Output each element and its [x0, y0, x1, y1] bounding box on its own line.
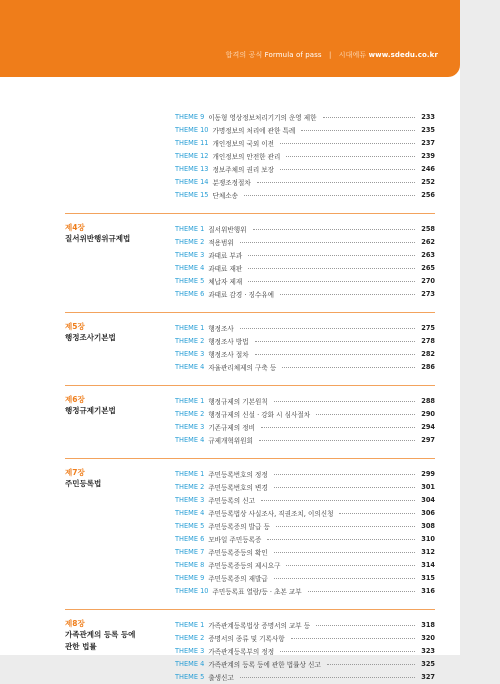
tagline-separator: |	[329, 51, 332, 59]
page-number: 265	[421, 263, 435, 272]
theme-number: THEME 4	[175, 435, 205, 444]
toc-entry[interactable]	[175, 261, 435, 274]
toc-entry[interactable]	[175, 248, 435, 261]
page-number: 262	[421, 237, 435, 246]
theme-title: 질서위반행위	[208, 225, 247, 234]
toc-entry[interactable]	[175, 347, 435, 360]
dot-leader	[259, 440, 415, 441]
theme-number: THEME 2	[175, 409, 205, 418]
page-number: 235	[421, 125, 435, 134]
chapter-heading	[65, 321, 175, 373]
page-number: 282	[421, 349, 435, 358]
page-number: 258	[421, 224, 435, 233]
page-number: 304	[421, 495, 435, 504]
toc-entry[interactable]	[175, 558, 435, 571]
page-number: 310	[421, 534, 435, 543]
theme-title: 주민등록증등의 확인	[208, 548, 268, 557]
theme-number: THEME 9	[175, 112, 205, 121]
toc-entry[interactable]	[175, 321, 435, 334]
toc-entry[interactable]	[175, 162, 435, 175]
dot-leader	[291, 638, 415, 639]
theme-list	[175, 394, 435, 446]
page-number: 312	[421, 547, 435, 556]
theme-title: 행정규제의 신설 · 강화 시 심사절차	[208, 410, 311, 419]
theme-title: 과태료 부과	[208, 251, 243, 260]
theme-number: THEME 2	[175, 336, 205, 345]
chapter-title: 주민등록법	[65, 479, 102, 488]
theme-number: THEME 1	[175, 323, 205, 332]
dot-leader	[261, 427, 415, 428]
theme-title: 규제개혁위원회	[208, 436, 253, 445]
page-number: 237	[421, 138, 435, 147]
dot-leader	[261, 500, 415, 501]
dot-leader	[240, 677, 415, 678]
theme-number: THEME 2	[175, 482, 205, 491]
tagline-slogan-ko: 합격의 공식	[225, 51, 263, 59]
theme-title: 기존규제의 정비	[208, 423, 255, 432]
theme-number: THEME 15	[175, 190, 209, 199]
theme-number: THEME 4	[175, 659, 205, 668]
toc-entry[interactable]	[175, 433, 435, 446]
page-number: 315	[421, 573, 435, 582]
dot-leader	[248, 281, 415, 282]
theme-title: 개인정보의 안전한 관리	[212, 152, 281, 161]
toc-entry[interactable]	[175, 506, 435, 519]
tagline-brand: 시대에듀	[338, 51, 367, 59]
theme-title: 주민등록번호의 변경	[208, 483, 268, 492]
theme-number: THEME 3	[175, 349, 205, 358]
page-number: 273	[421, 289, 435, 298]
chapter-section	[65, 213, 435, 300]
dot-leader	[257, 182, 415, 183]
page-number: 275	[421, 323, 435, 332]
page-number: 325	[421, 659, 435, 668]
theme-number: THEME 2	[175, 237, 205, 246]
theme-list	[175, 618, 435, 683]
theme-number: THEME 8	[175, 560, 205, 569]
toc-entry[interactable]	[175, 407, 435, 420]
theme-title: 가명정보의 처리에 관한 특례	[212, 126, 296, 135]
chapter-heading	[65, 618, 175, 683]
toc-entry[interactable]	[175, 420, 435, 433]
toc-entry[interactable]	[175, 657, 435, 670]
dot-leader	[282, 367, 415, 368]
theme-list	[175, 467, 435, 597]
dot-leader	[280, 294, 415, 295]
dot-leader	[286, 565, 415, 566]
dot-leader	[316, 414, 415, 415]
theme-title: 주민등록증의 발급 등	[208, 522, 270, 531]
toc-entry[interactable]	[175, 334, 435, 347]
page-number: 290	[421, 409, 435, 418]
page-number: 252	[421, 177, 435, 186]
theme-title: 행정규제의 기본원칙	[208, 397, 268, 406]
theme-title: 주민등록법상 사실조사, 직권조치, 이의신청	[208, 509, 334, 518]
theme-title: 출생신고	[208, 673, 234, 682]
dot-leader	[280, 143, 415, 144]
theme-title: 가족관계등록부의 정정	[208, 647, 275, 656]
theme-number: THEME 7	[175, 547, 205, 556]
dot-leader	[308, 591, 415, 592]
theme-number: THEME 4	[175, 508, 205, 517]
page-number: 239	[421, 151, 435, 160]
theme-number: THEME 6	[175, 289, 205, 298]
theme-title: 정보주체의 권리 보장	[212, 165, 275, 174]
page-number: 327	[421, 672, 435, 681]
theme-list	[175, 110, 435, 201]
theme-title: 가족관계의 등록 등에 관한 법률상 신고	[208, 660, 321, 669]
dot-leader	[248, 255, 415, 256]
dot-leader	[240, 242, 415, 243]
toc-entry[interactable]	[175, 235, 435, 248]
chapter-title: 행정조사기본법	[65, 333, 116, 342]
toc-entry[interactable]	[175, 631, 435, 644]
dot-leader	[339, 513, 415, 514]
theme-title: 모바일 주민등록증	[208, 535, 262, 544]
theme-title: 개인정보의 국외 이전	[212, 139, 275, 148]
toc-entry[interactable]	[175, 136, 435, 149]
toc-entry[interactable]	[175, 123, 435, 136]
table-of-contents	[65, 110, 435, 683]
dot-leader	[244, 195, 415, 196]
toc-entry[interactable]	[175, 584, 435, 597]
toc-entry[interactable]	[175, 467, 435, 480]
dot-leader	[274, 578, 415, 579]
theme-title: 행정조사	[208, 324, 234, 333]
toc-entry[interactable]	[175, 149, 435, 162]
toc-entry[interactable]	[175, 670, 435, 683]
page-number: 286	[421, 362, 435, 371]
theme-title: 분쟁조정절차	[212, 178, 251, 187]
theme-number: THEME 1	[175, 396, 205, 405]
theme-number: THEME 9	[175, 573, 205, 582]
dot-leader	[316, 625, 415, 626]
chapter-number: 제6장	[65, 395, 85, 404]
dot-leader	[274, 487, 415, 488]
theme-number: THEME 5	[175, 521, 205, 530]
theme-number: THEME 6	[175, 534, 205, 543]
chapter-title: 질서위반행위규제법	[65, 234, 131, 243]
toc-entry[interactable]	[175, 545, 435, 558]
dot-leader	[276, 526, 415, 527]
theme-title: 주민등록증등의 제시요구	[208, 561, 281, 570]
theme-title: 자율관리체제의 구축 등	[208, 363, 277, 372]
theme-title: 주민등록번호의 정정	[208, 470, 268, 479]
page-number: 278	[421, 336, 435, 345]
page-number: 233	[421, 112, 435, 121]
page-number: 320	[421, 633, 435, 642]
dot-leader	[240, 328, 415, 329]
dot-leader	[253, 229, 415, 230]
page-number: 297	[421, 435, 435, 444]
toc-entry[interactable]	[175, 110, 435, 123]
chapter-title: 행정규제기본법	[65, 406, 116, 415]
page-number: 246	[421, 164, 435, 173]
page-number: 318	[421, 620, 435, 629]
theme-number: THEME 1	[175, 469, 205, 478]
dot-leader	[248, 268, 415, 269]
dot-leader	[255, 341, 415, 342]
page-number: 263	[421, 250, 435, 259]
theme-number: THEME 10	[175, 125, 209, 134]
toc-entry[interactable]	[175, 287, 435, 300]
toc-entry[interactable]	[175, 532, 435, 545]
toc-entry[interactable]	[175, 394, 435, 407]
toc-entry[interactable]	[175, 222, 435, 235]
toc-entry[interactable]	[175, 480, 435, 493]
page-number: 288	[421, 396, 435, 405]
tagline-slogan-en: Formula of pass	[264, 51, 322, 59]
theme-title: 과태료 재판	[208, 264, 243, 273]
dot-leader	[327, 664, 415, 665]
chapter-number: 제5장	[65, 322, 85, 331]
chapter-heading	[65, 110, 175, 201]
theme-number: THEME 1	[175, 620, 205, 629]
theme-number: THEME 3	[175, 646, 205, 655]
toc-entry[interactable]	[175, 274, 435, 287]
theme-title: 주민등록의 신고	[208, 496, 255, 505]
toc-entry[interactable]	[175, 571, 435, 584]
page-number: 299	[421, 469, 435, 478]
theme-number: THEME 10	[175, 586, 209, 595]
toc-entry[interactable]	[175, 519, 435, 532]
dot-leader	[267, 539, 415, 540]
chapter-section	[65, 609, 435, 683]
chapter-heading	[65, 222, 175, 300]
theme-title: 주민등록표 열람/등 · 초본 교부	[212, 587, 302, 596]
chapter-section	[65, 458, 435, 597]
toc-entry[interactable]	[175, 360, 435, 373]
theme-number: THEME 1	[175, 224, 205, 233]
dot-leader	[274, 552, 415, 553]
page-number: 316	[421, 586, 435, 595]
theme-title: 과태료 감경 · 징수유예	[208, 290, 275, 299]
toc-entry[interactable]	[175, 618, 435, 631]
page-number: 294	[421, 422, 435, 431]
dot-leader	[255, 354, 415, 355]
dot-leader	[301, 130, 415, 131]
dot-leader	[323, 117, 415, 118]
header-tagline	[226, 50, 438, 60]
page-number: 301	[421, 482, 435, 491]
theme-number: THEME 14	[175, 177, 209, 186]
theme-number: THEME 5	[175, 672, 205, 681]
theme-number: THEME 3	[175, 250, 205, 259]
chapter-number: 제8장	[65, 619, 85, 628]
chapter-section	[65, 385, 435, 446]
theme-title: 이동형 영상정보처리기기의 운영 제한	[208, 113, 317, 122]
dot-leader	[280, 169, 415, 170]
page-number: 314	[421, 560, 435, 569]
theme-number: THEME 13	[175, 164, 209, 173]
theme-list	[175, 222, 435, 300]
page-number: 256	[421, 190, 435, 199]
page-number: 323	[421, 646, 435, 655]
theme-number: THEME 3	[175, 495, 205, 504]
page-number: 270	[421, 276, 435, 285]
chapter-number: 제4장	[65, 223, 85, 232]
theme-title: 행정조사 방법	[208, 337, 249, 346]
page-number: 308	[421, 521, 435, 530]
dot-leader	[274, 474, 415, 475]
theme-number: THEME 11	[175, 138, 209, 147]
dot-leader	[274, 401, 415, 402]
chapter-number: 제7장	[65, 468, 85, 477]
continued-section	[65, 110, 435, 201]
tagline-website: www.sdedu.co.kr	[368, 51, 438, 59]
theme-number: THEME 3	[175, 422, 205, 431]
chapter-section	[65, 312, 435, 373]
chapter-heading	[65, 394, 175, 446]
theme-title: 행정조사 절차	[208, 350, 249, 359]
theme-title: 단체소송	[212, 191, 238, 200]
theme-title: 체납자 제재	[208, 277, 243, 286]
dot-leader	[280, 651, 415, 652]
theme-title: 증명서의 종류 및 기록사항	[208, 634, 285, 643]
theme-number: THEME 2	[175, 633, 205, 642]
theme-number: THEME 4	[175, 362, 205, 371]
chapter-heading	[65, 467, 175, 597]
chapter-title: 가족관계의 등록 등에 관한 법률	[65, 630, 136, 651]
theme-number: THEME 12	[175, 151, 209, 160]
theme-list	[175, 321, 435, 373]
page-number: 306	[421, 508, 435, 517]
theme-title: 가족관계등록법상 증명서의 교부 등	[208, 621, 311, 630]
toc-entry[interactable]	[175, 493, 435, 506]
theme-title: 적용범위	[208, 238, 234, 247]
header-band	[0, 0, 460, 77]
toc-entry[interactable]	[175, 175, 435, 188]
toc-entry[interactable]	[175, 644, 435, 657]
toc-entry[interactable]	[175, 188, 435, 201]
theme-number: THEME 4	[175, 263, 205, 272]
theme-title: 주민등록증의 재발급	[208, 574, 268, 583]
theme-number: THEME 5	[175, 276, 205, 285]
dot-leader	[286, 156, 415, 157]
